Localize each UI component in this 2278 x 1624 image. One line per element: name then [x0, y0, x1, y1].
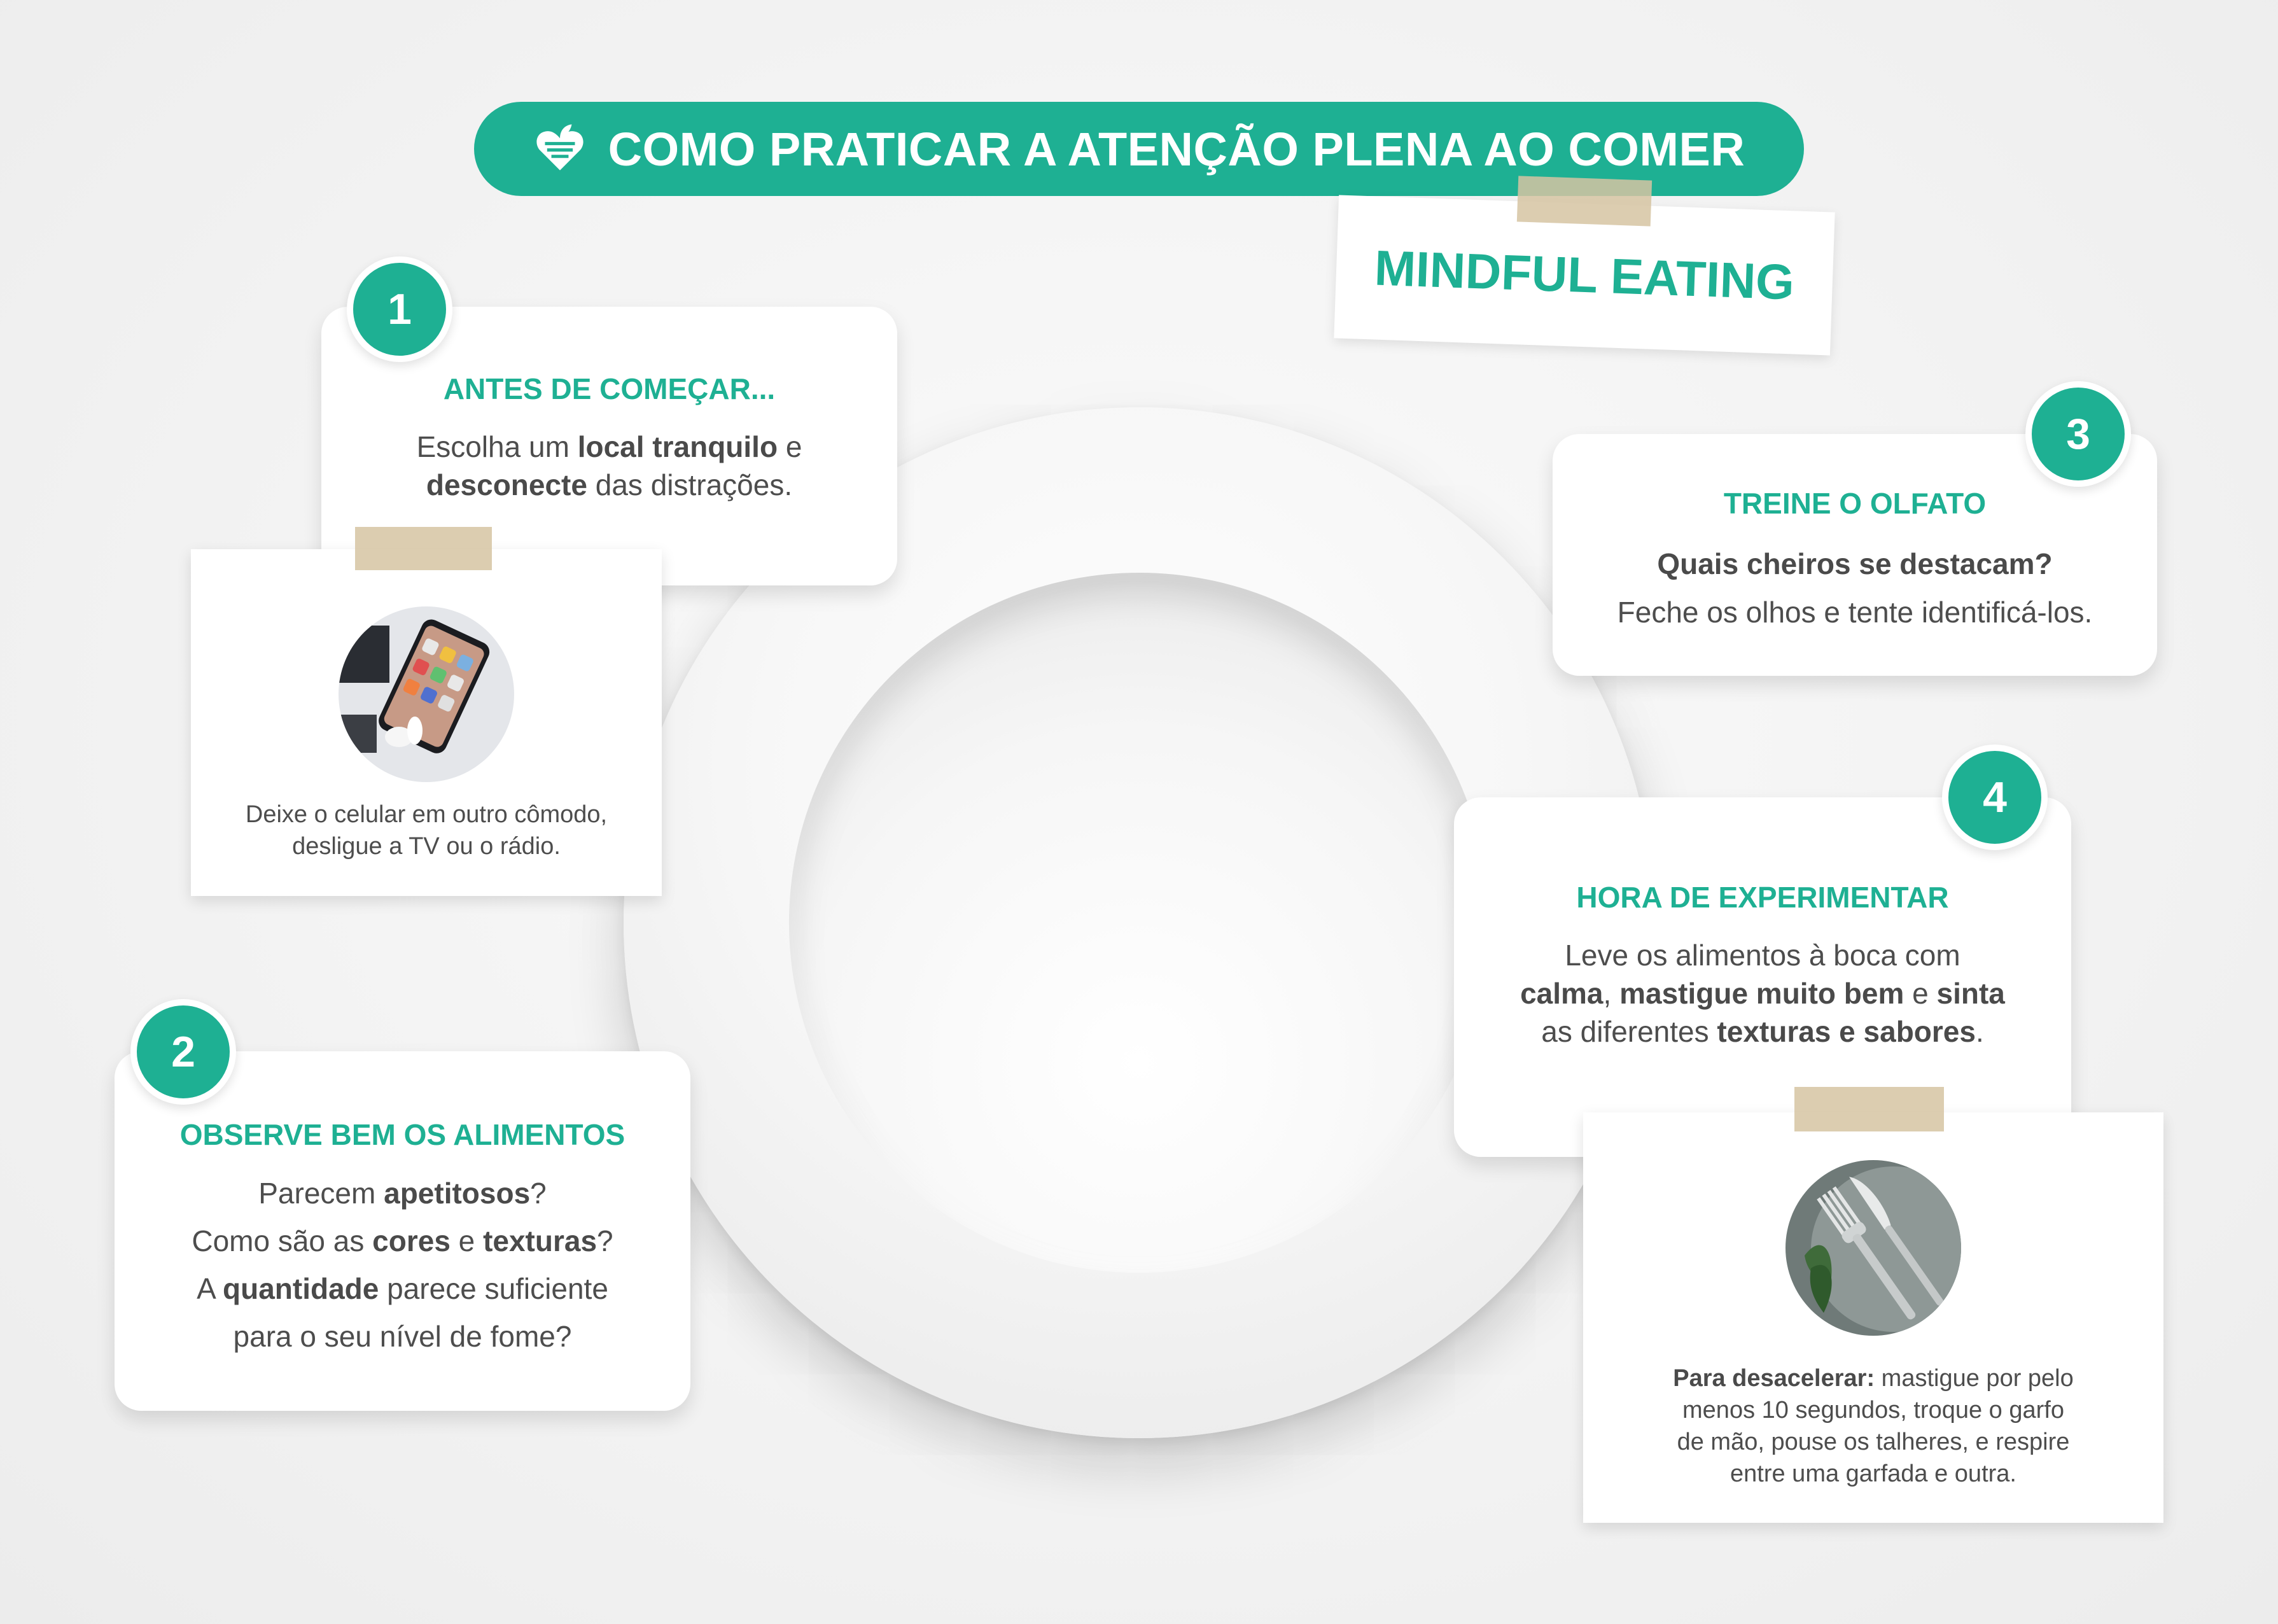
emphasis-text: Quais cheiros se destacam?	[1657, 547, 2053, 580]
step-body	[321, 428, 897, 504]
text-line	[1553, 540, 2157, 588]
text-segment: e	[778, 430, 802, 463]
emphasis-text: sinta	[1936, 977, 2005, 1010]
text-line	[115, 1313, 690, 1361]
text-line	[321, 428, 897, 466]
text-segment: as diferentes	[1541, 1015, 1717, 1048]
step-number-badge: 4	[1942, 745, 2048, 850]
emphasis-text: cores	[372, 1224, 451, 1257]
text-segment: Escolha um	[416, 430, 578, 463]
text-segment: Leve os alimentos à boca com	[1565, 939, 1960, 972]
text-line	[191, 799, 662, 830]
emphasis-text: texturas e sabores	[1717, 1015, 1976, 1048]
text-segment: desligue a TV ou o rádio.	[292, 833, 561, 860]
text-segment: Parecem	[258, 1177, 384, 1210]
text-segment: e	[1904, 977, 1937, 1010]
heart-leaf-icon	[533, 122, 587, 176]
step-number-badge: 1	[347, 256, 452, 362]
text-line	[1454, 936, 2071, 974]
emphasis-text: apetitosos	[384, 1177, 531, 1210]
step-title: OBSERVE BEM OS ALIMENTOS	[179, 1118, 625, 1151]
text-line	[321, 466, 897, 504]
text-segment: Deixe o celular em outro cômodo,	[245, 801, 608, 828]
text-line	[1583, 1426, 2163, 1458]
emphasis-text: mastigue muito bem	[1619, 977, 1904, 1010]
emphasis-text: calma	[1520, 977, 1604, 1010]
text-segment: .	[1975, 1015, 1984, 1048]
step-number-badge: 3	[2025, 381, 2131, 487]
step-body	[1454, 936, 2071, 1051]
emphasis-text: Para desacelerar:	[1673, 1365, 1875, 1392]
text-segment: Como são as	[192, 1224, 373, 1257]
text-segment: mastigue por pelo	[1875, 1365, 2074, 1392]
step-body	[1553, 540, 2157, 636]
page-title: COMO PRATICAR A ATENÇÃO PLENA AO COMER	[608, 122, 1745, 176]
text-line	[115, 1265, 690, 1313]
text-segment: Feche os olhos e tente identificá-los.	[1617, 596, 2093, 629]
step-title: HORA DE EXPERIMENTAR	[1576, 881, 1949, 914]
emphasis-text: texturas	[483, 1224, 597, 1257]
tape-strip	[1517, 176, 1652, 226]
step-number-badge: 2	[130, 999, 236, 1105]
tape-strip	[1794, 1087, 1944, 1131]
step-body	[115, 1170, 690, 1361]
photo-card-cutlery	[1583, 1112, 2163, 1523]
plate-center	[789, 573, 1489, 1273]
emphasis-text: desconecte	[426, 468, 587, 501]
cutlery-photo	[1785, 1160, 1961, 1336]
text-segment: de mão, pouse os talheres, e respire	[1677, 1429, 2070, 1455]
text-line	[1583, 1458, 2163, 1490]
text-segment: parece suficiente	[379, 1272, 608, 1305]
text-line	[115, 1170, 690, 1217]
tape-strip	[355, 527, 492, 570]
text-line	[1553, 588, 2157, 636]
text-segment: e	[450, 1224, 484, 1257]
photo-caption	[191, 799, 662, 862]
smartphone-photo	[339, 606, 514, 782]
emphasis-text: quantidade	[223, 1272, 379, 1305]
text-line	[1454, 974, 2071, 1012]
text-line	[1583, 1394, 2163, 1426]
step-title: TREINE O OLFATO	[1723, 487, 1987, 520]
text-segment: menos 10 segundos, troque o garfo	[1682, 1397, 2064, 1424]
text-line	[1583, 1362, 2163, 1394]
emphasis-text: local tranquilo	[577, 430, 778, 463]
text-segment: ?	[530, 1177, 547, 1210]
photo-caption	[1583, 1362, 2163, 1490]
text-segment: entre uma garfada e outra.	[1730, 1460, 2016, 1487]
note-text: MINDFUL EATING	[1373, 239, 1796, 311]
text-line	[115, 1217, 690, 1265]
step-title: ANTES DE COMEÇAR...	[443, 372, 776, 405]
text-segment: ?	[597, 1224, 613, 1257]
text-line	[1454, 1012, 2071, 1051]
text-segment: A	[197, 1272, 223, 1305]
step-card-4	[1454, 797, 2071, 1157]
photo-card-phone	[191, 549, 662, 896]
step-card-2	[115, 1051, 690, 1411]
text-segment: para o seu nível de fome?	[233, 1320, 572, 1353]
text-segment: ,	[1603, 977, 1620, 1010]
text-segment: das distrações.	[587, 468, 793, 501]
text-line	[191, 830, 662, 862]
